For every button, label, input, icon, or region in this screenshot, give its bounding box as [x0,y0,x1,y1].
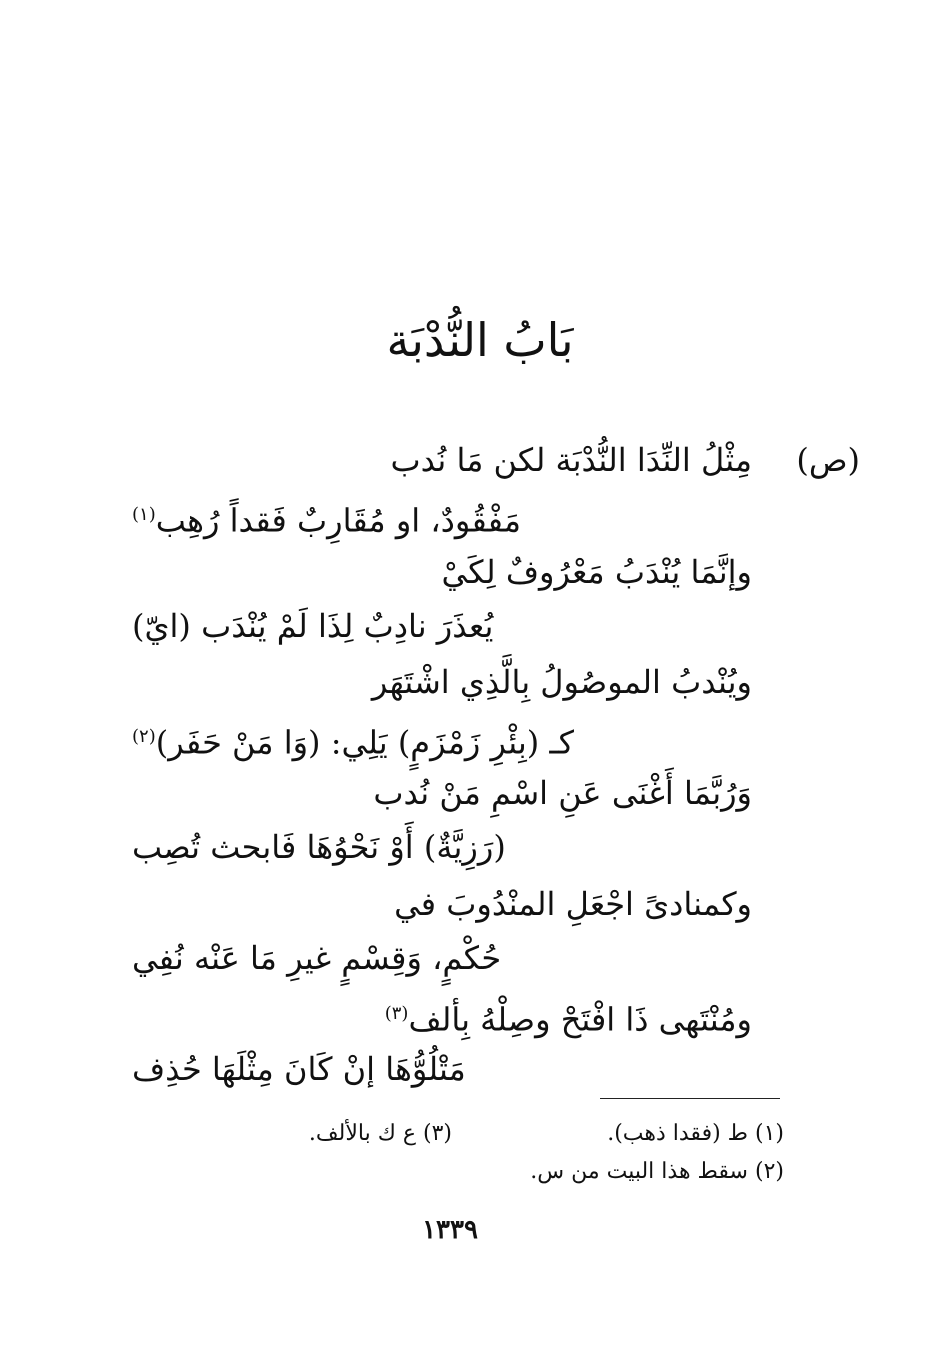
verse-text: كـ (بِئْرِ زَمْزَمٍ) يَلِي: (وَا مَنْ حَفَر) [155,723,575,762]
footnote-divider [600,1098,780,1099]
footnote-ref: (١) [132,504,156,525]
verse-text: (رَزِيَّةٌ) أَوْ نَحْوُهَا فَابحث تُصِب [132,828,506,866]
verse-line [132,1041,752,1097]
verse-text: مَفْقُودٌ، او مُقَارِبٌ فَقداً رُهِب [155,501,521,540]
verse-line [132,487,752,549]
page-number: ١٣٣٩ [422,1215,478,1245]
verse-text: ومُنْتَهى ذَا افْتَحْ وصِلْهُ بِألف [408,1000,752,1039]
verse-line [322,876,752,932]
verse-text: وإنَّمَا يُنْدَبُ مَعْرُوفٌ لِكَيْ [441,553,752,591]
verse-line [322,432,752,488]
verse-line [132,598,752,654]
footnote-ref: (٣) [384,1003,409,1024]
verse-line [132,709,752,771]
verse-text: وَرُبَّمَا أَغْنَى عَنِ اسْمِ مَنْ نُدب [373,774,752,812]
verse-text: مِثْلُ النِّدَا النُّدْبَة لكن مَا نُدب [390,441,752,479]
footnote-2: (٢) سقط هذا البيت من س. [530,1159,784,1184]
verse-text: يُعذَرَ نادِبٌ لِذَا لَمْ يُنْدَب (ايّ) [132,607,494,645]
section-marker: (ص) [796,441,860,479]
verse-line [322,654,752,710]
verse-text: حُكْمٍ، وَقِسْمٍ غيرِ مَا عَنْه نُفِي [132,939,502,977]
footnote-1: (١) ط (فقدا ذهب). [607,1121,784,1146]
verse-line [132,819,752,875]
verse-line [322,544,752,600]
verse-line [322,986,752,1048]
verse-line [132,930,752,986]
footnote-3: (٣) ع ك بالألف. [308,1121,452,1146]
verse-text: ويُنْدبُ الموصُولُ بِالَّذِي اشْتَهَر [371,663,752,701]
verse-text: وكمنادىً اجْعَلِ المنْدُوبَ في [394,885,752,923]
footnote-ref: (٢) [132,726,156,747]
chapter-title: بَابُ النُّدْبَة [386,313,574,367]
verse-line [322,765,752,821]
verse-text: مَتْلُوُّهَا إنْ كَانَ مِثْلَهَا حُذِف [132,1050,466,1088]
